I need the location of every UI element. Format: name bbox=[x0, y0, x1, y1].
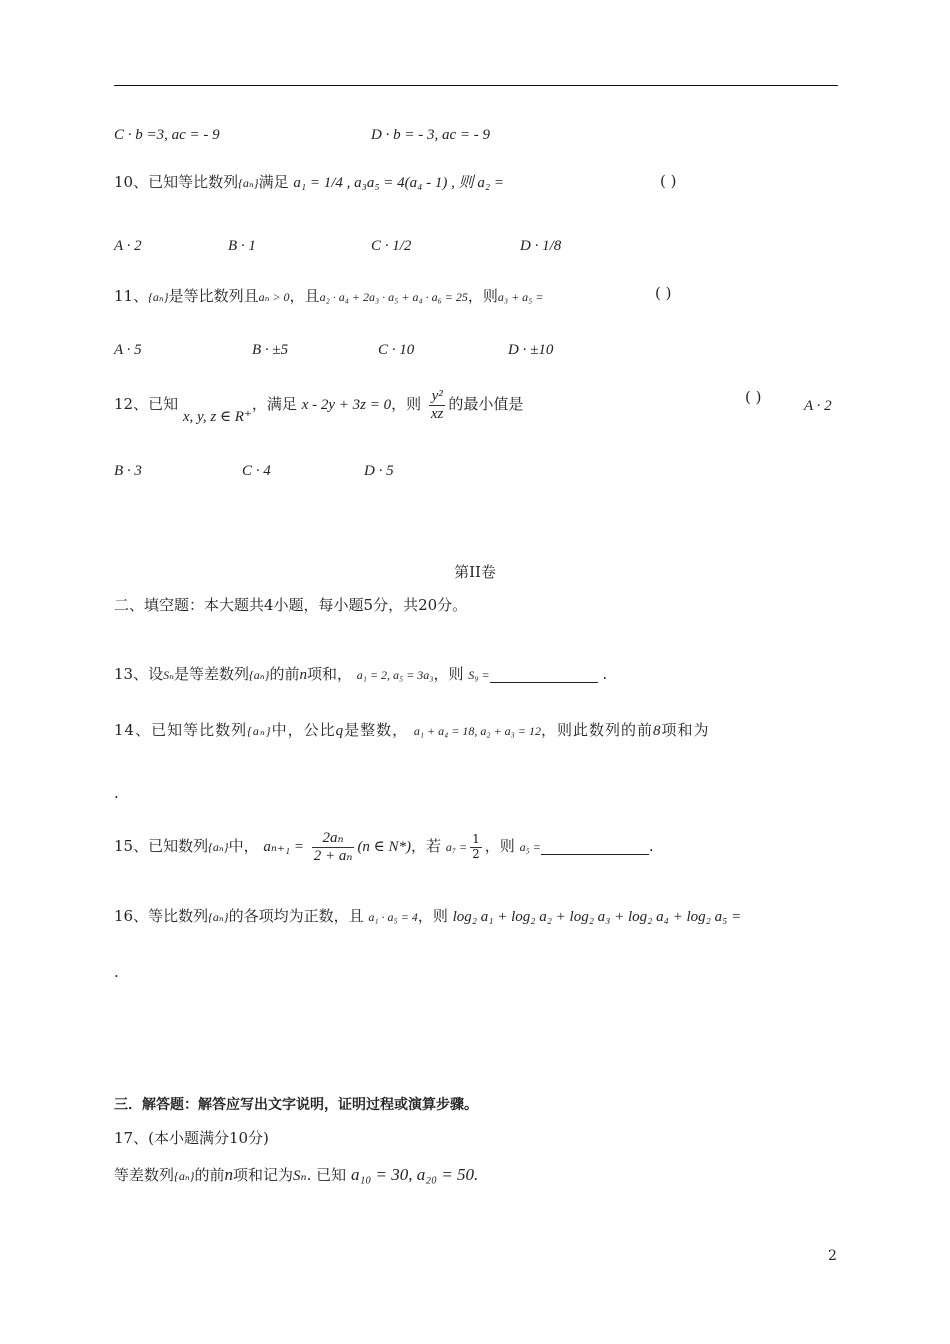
q10-option-c: C · 1/2 bbox=[371, 238, 412, 254]
q15-text3: ，若 bbox=[411, 837, 442, 855]
q14-stem bbox=[114, 720, 709, 741]
q15-end: . bbox=[648, 837, 654, 855]
q15-ask: a₅ = bbox=[519, 840, 541, 854]
q17-condition: a₁₀ = 30, a₂₀ = 50. bbox=[350, 1165, 479, 1184]
q14-seq: {aₙ} bbox=[247, 724, 272, 738]
q13-n: n bbox=[299, 667, 307, 683]
q16-text3: ，则 bbox=[417, 907, 448, 925]
q12-answer-paren: ( ) bbox=[745, 388, 762, 406]
q16-end: . bbox=[114, 963, 119, 981]
q11-mid3: ，则 bbox=[467, 287, 498, 305]
q15-lhs: aₙ₊₁ = bbox=[263, 839, 304, 855]
q15-text2: 中， bbox=[228, 837, 259, 855]
q14-text2: 中，公比 bbox=[271, 721, 336, 739]
q12-frac-den: xz bbox=[430, 405, 444, 422]
q17-text4: . 已知 bbox=[306, 1166, 347, 1184]
q15-half bbox=[470, 833, 482, 860]
q15-answer-blank bbox=[541, 840, 649, 855]
q12-option-c: C · 4 bbox=[242, 463, 271, 479]
q11-cond3: a₃ + a₅ = bbox=[497, 290, 544, 304]
q10-prefix: 10、已知等比数列 bbox=[114, 173, 239, 191]
q15-frac-num: 2aₙ bbox=[312, 830, 355, 848]
q16-seq: {aₙ} bbox=[208, 910, 229, 924]
q11-cond1: aₙ > 0 bbox=[258, 290, 290, 304]
q15-text4: ，则 bbox=[484, 837, 515, 855]
q16-stem bbox=[114, 906, 741, 927]
header-rule bbox=[114, 85, 838, 86]
q13-condition: a₁ = 2, a₅ = 3a₃ bbox=[356, 668, 434, 682]
q13-end: . bbox=[602, 665, 608, 683]
q10-answer-paren: ( ) bbox=[660, 172, 677, 190]
q10-option-b: B · 1 bbox=[228, 238, 256, 254]
q12-option-a: A · 2 bbox=[804, 398, 832, 414]
q10-option-a: A · 2 bbox=[114, 238, 142, 254]
part2-title: 第II卷 bbox=[454, 563, 496, 581]
q12-frac-num: y² bbox=[429, 388, 446, 406]
q13-ask: S₉ = bbox=[468, 668, 490, 682]
q11-prefix: 11、 bbox=[114, 287, 149, 305]
q12-mid: ，满足 bbox=[251, 395, 297, 413]
q17-stem bbox=[114, 1165, 478, 1186]
q14-n: 8 bbox=[652, 723, 662, 739]
q15-text1: 15、已知数列 bbox=[114, 837, 209, 855]
q13-text3: 的前 bbox=[269, 665, 300, 683]
q9-option-c: C · b =3, ac = - 9 bbox=[114, 127, 220, 143]
q13-text1: 13、设 bbox=[114, 665, 164, 683]
q13-stem bbox=[114, 664, 607, 685]
q13-answer-blank bbox=[490, 668, 598, 683]
page-number: 2 bbox=[828, 1248, 837, 1264]
q10-condition: a₁ = 1/4 , a₃a₅ = 4(a₄ - 1) , 则 a₂ = bbox=[293, 175, 504, 191]
q11-option-d: D · ±10 bbox=[508, 342, 554, 358]
q12-fraction bbox=[429, 388, 446, 422]
q11-option-b: B · ±5 bbox=[252, 342, 289, 358]
part2-section-heading: 二、填空题：本大题共4小题，每小题5分，共20分。 bbox=[114, 596, 468, 614]
q14-condition: a₁ + a₄ = 18, a₂ + a₃ = 12 bbox=[413, 724, 541, 738]
q16-text2: 的各项均为正数，且 bbox=[228, 907, 364, 925]
q17-title: 17、(本小题满分10分) bbox=[114, 1129, 269, 1147]
q14-end: . bbox=[114, 784, 119, 802]
q13-text4: 项和， bbox=[306, 665, 352, 683]
q14-text4: ，则此数列的前 bbox=[540, 721, 653, 739]
q16-expression: log₂ a₁ + log₂ a₂ + log₂ a₃ + log₂ a₄ + log₂ a₅ = bbox=[452, 909, 742, 925]
q11-seq: {aₙ} bbox=[148, 290, 169, 304]
q17-n: n bbox=[224, 1165, 233, 1184]
q13-seq: {aₙ} bbox=[248, 668, 270, 682]
q15-a7: a₇ = bbox=[445, 840, 468, 854]
q11-answer-paren: ( ) bbox=[655, 284, 672, 302]
q12-cond1: x, y, z ∈ R⁺ bbox=[182, 409, 252, 425]
q12-tail: 的最小值是 bbox=[448, 395, 524, 413]
q11-cond2: a₂ · a₄ + 2a₃ · a₅ + a₄ · a₆ = 25 bbox=[319, 290, 468, 304]
part3-section-heading: 三．解答题：解答应写出文字说明，证明过程或演算步骤。 bbox=[114, 1097, 478, 1113]
q15-frac-den: 2 + aₙ bbox=[313, 847, 353, 864]
q15-condition: (n ∈ N*) bbox=[357, 839, 412, 855]
q15-half-den: 2 bbox=[472, 846, 480, 861]
q15-stem bbox=[114, 830, 654, 864]
q17-seq: {aₙ} bbox=[174, 1169, 195, 1183]
q14-q: q bbox=[335, 723, 345, 739]
q10-seq: {aₙ} bbox=[238, 176, 259, 190]
q11-mid2: ，且 bbox=[289, 287, 320, 305]
q13-text5: ，则 bbox=[433, 665, 464, 683]
q13-text2: 是等差数列 bbox=[173, 665, 249, 683]
q12-stem bbox=[114, 388, 524, 425]
q10-option-d: D · 1/8 bbox=[520, 238, 562, 254]
q17-text1: 等差数列 bbox=[114, 1166, 175, 1184]
q17-sn: Sₙ bbox=[293, 1168, 307, 1184]
q11-stem bbox=[114, 286, 543, 307]
q15-seq: {aₙ} bbox=[208, 840, 229, 854]
q17-text2: 的前 bbox=[194, 1166, 225, 1184]
q17-text3: 项和记为 bbox=[233, 1166, 294, 1184]
q10-mid: 满足 bbox=[258, 173, 289, 191]
q11-option-a: A · 5 bbox=[114, 342, 142, 358]
q12-option-b: B · 3 bbox=[114, 463, 142, 479]
q11-mid: 是等比数列且 bbox=[168, 287, 259, 305]
q14-text1: 14、已知等比数列 bbox=[114, 721, 248, 739]
q15-fraction bbox=[312, 830, 355, 864]
q12-option-d: D · 5 bbox=[364, 463, 394, 479]
q12-cond2: x - 2y + 3z = 0 bbox=[301, 397, 392, 413]
q9-option-d: D · b = - 3, ac = - 9 bbox=[371, 127, 490, 143]
q11-option-c: C · 10 bbox=[378, 342, 415, 358]
q13-sn: Sₙ bbox=[163, 668, 174, 682]
q12-prefix: 12、已知 bbox=[114, 395, 179, 413]
q16-condition: a₁ · a₅ = 4 bbox=[368, 910, 418, 924]
q16-text1: 16、等比数列 bbox=[114, 907, 209, 925]
q12-mid2: ，则 bbox=[391, 395, 422, 413]
q10-stem bbox=[114, 172, 504, 193]
q14-text3: 是整数， bbox=[344, 721, 409, 739]
q14-text5: 项和为 bbox=[661, 721, 710, 739]
q15-half-num: 1 bbox=[472, 832, 480, 847]
